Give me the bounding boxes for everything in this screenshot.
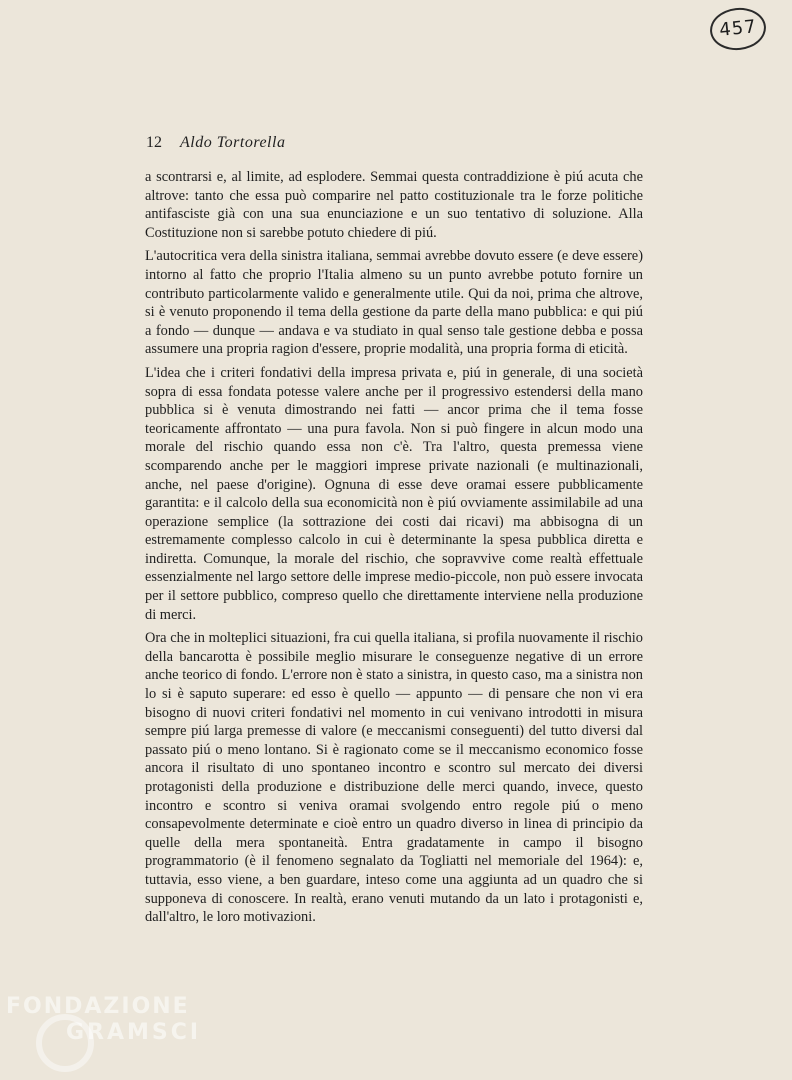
author-name: Aldo Tortorella: [180, 134, 286, 151]
paragraph-3: L'idea che i criteri fondativi della impresa privata e, piú in generale, di una società sopra di essa fondata potesse valere anche per il progressivo estendersi della mano pubblica si è venuta dimostrando nei fatti — ancor prima che il tema fosse teoricamente affrontato — una pura favola. Non si può fingere in alcun modo una morale del rischio quando essa non c'è. Tra l'altro, questa premessa viene scomparendo anche per le maggiori imprese private nazionali (e multinazionali, anche, nel paese d'origine). Ognuna di esse deve oramai essere pubblicamente garantita: e il calcolo della sua economicità non è piú ovviamente assimilabile ad una operazione semplice (la sottrazione dei costi dai ricavi) ma abbisogna di un estremamente complesso calcolo in cui è determinante la spesa pubblica diretta e indiretta. Comunque, la morale del rischio, che sopravvive come realtà effettuale essenzialmente nel largo settore delle imprese medio-piccole, non può essere invocata per il settore pubblico, compreso quello che direttamente interviene nella produzione di merci.: [145, 364, 643, 623]
paragraph-1: a scontrarsi e, al limite, ad esplodere. Semmai questa contraddizione è piú acuta che altrove: tanto che essa può comparire nel patto costituzionale tra le forze politiche antifasciste già con una sua enunciazione e un suo tentativo di soluzione. Alla Costituzione non si sarebbe potuto chiedere di piú.: [145, 169, 643, 241]
foundation-watermark: [6, 994, 201, 1046]
paragraph-2: L'autocritica vera della sinistra italiana, semmai avrebbe dovuto essere (e deve essere) intorno al fatto che proprio l'Italia almeno su un punto avrebbe potuto fornire un contributo particolarmente valido e generalmente utile. Qui da noi, prima che altrove, si è venuto proponendo il tema della gestione da parte della mano pubblica: e qui piú a fondo — dunque — andava e va studiato in qual senso tale gestione debba e possa assumere una propria ragion d'essere, proprie modalità, una propria forma di eticità.: [145, 248, 643, 358]
paragraph-4: Ora che in molteplici situazioni, fra cui quella italiana, si profila nuovamente il rischio della bancarotta è possibile meglio misurare le conseguenze negative di un errore anche teorico di fondo. L'errore non è stato a sinistra, in questo caso, ma a sinistra non lo si è saputo superare: ed esso è quello — appunto — di pensare che non vi era bisogno di nuovi criteri fondativi nel momento in cui venivano introdotti in misura sempre piú larga premesse di valore (e meccanismi conseguenti) del tutto diversi dal passato piú o meno lontano. Si è ragionato come se il meccanismo economico fosse ancora il risultato di uno spontaneo incontro e scontro sul mercato dei diversi protagonisti della produzione e distribuzione delle merci quando, invece, questo incontro e scontro si veniva oramai svolgendo entro regole piú o meno consapevolmente determinate e cioè entro un quadro diverso in linea di principio da quelle della mera spontaneità. Entra gradatamente in campo il bisogno programmatorio (è il fenomeno segnalato da Togliatti nel memoriale del 1964): e, tuttavia, esso viene, a ben guardare, inteso come una aggiunta ad un quadro che si supponeva di conoscere. In realtà, erano venuti mutando da un lato i protagonisti e, dall'altro, le loro motivazioni.: [145, 630, 643, 926]
running-header: [146, 134, 285, 152]
page-number: 12: [146, 134, 162, 151]
archive-number-stamp: 457: [708, 5, 768, 53]
body-text: [145, 168, 643, 932]
watermark-line-1: FONDAZIONE: [6, 994, 190, 1019]
watermark-line-2: GRAMSCI: [66, 1020, 202, 1045]
watermark-g-mark: [36, 1014, 94, 1072]
